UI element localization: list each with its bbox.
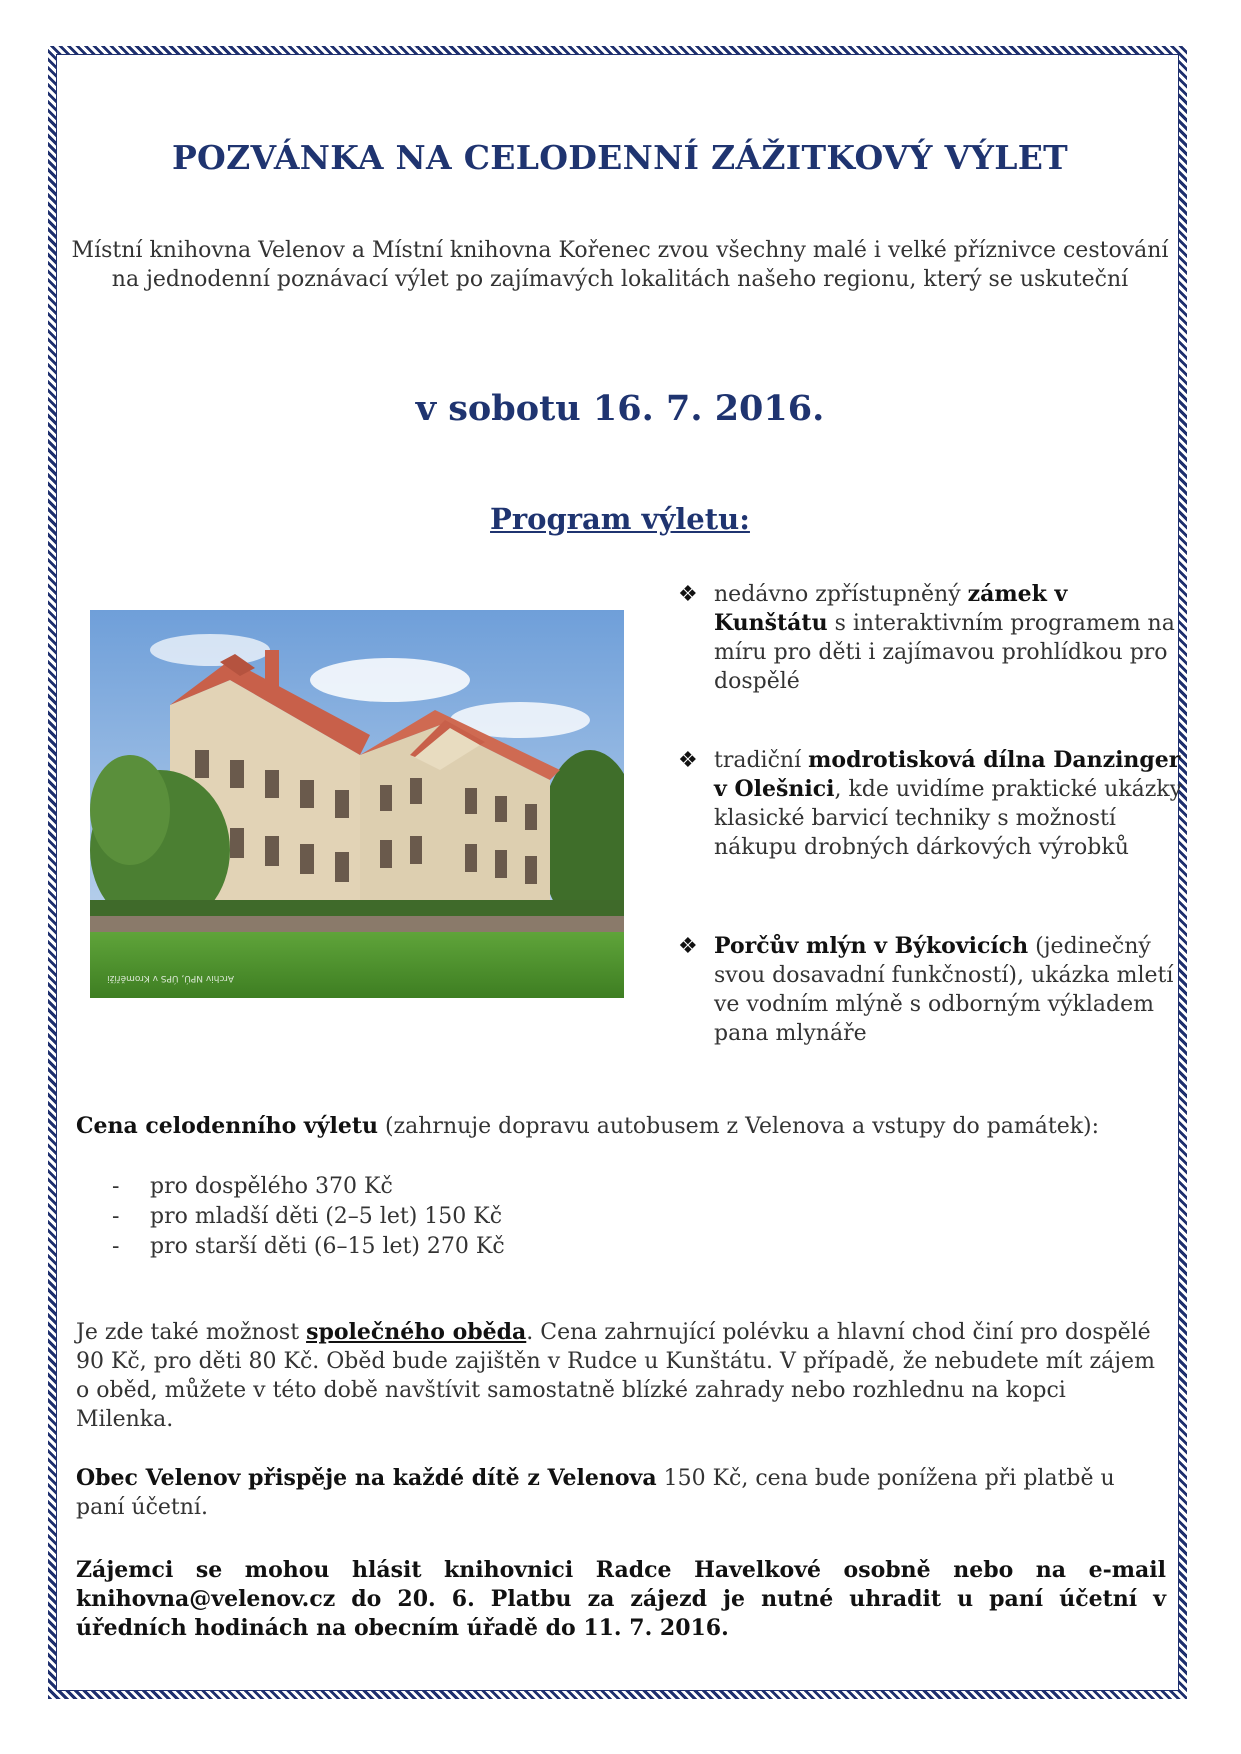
invitation-title: POZVÁNKA NA CELODENNÍ ZÁŽITKOVÝ VÝLET xyxy=(171,138,1069,177)
price-item: - pro starší děti (6–15 let) 270 Kč xyxy=(112,1232,505,1262)
program-heading: Program výletu: xyxy=(490,502,750,536)
castle-photo xyxy=(90,610,624,998)
price-list xyxy=(112,1172,505,1262)
photo-credit: Archiv NPÚ, ÚPS v Kroměříži xyxy=(107,973,234,983)
event-date: v sobotu 16. 7. 2016. xyxy=(415,388,825,429)
diamond-bullet-icon: ❖ xyxy=(678,582,698,607)
lunch-paragraph: Je zde také možnost společného oběda. Cena zahrnující polévku a hlavní chod činí pro dospělé 90 Kč, pro děti 80 Kč. Oběd bude zajištěn v Rudce u Kunštátu. V případě, že nebudete mít zájem o oběd, můžete v této době navštívit samostatně blízké zahrady nebo rozhlednu na kopci Milenka. xyxy=(76,1319,1155,1432)
intro-paragraph: Místní knihovna Velenov a Místní knihovna Kořenec zvou všechny malé i velké příznivce cestování na jednodenní poznávací výlet po zajímavých lokalitách našeho regionu, který se uskuteční xyxy=(71,238,1169,292)
diamond-bullet-icon: ❖ xyxy=(678,748,698,773)
contact-paragraph: Zájemci se mohou hlásit knihovnici Radce Havelkové osobně nebo na e-mail knihovna@velenov.cz do 20. 6. Platbu za zájezd je nutné uhradit u paní účetní v úředních hodinách na obecním úřadě do 11. 7. 2016. xyxy=(76,1557,1166,1641)
price-item: - pro dospělého 370 Kč xyxy=(112,1172,505,1202)
program-item: ❖ Porčův mlýn v Býkovicích (jedinečný svou dosavadní funkčností), ukázka mletí ve vodním mlýně s odborným výkladem pana mlynáře xyxy=(678,933,1174,1046)
program-item: ❖ tradiční modrotisková dílna Danzinger v Olešnici, kde uvidíme praktické ukázky klasické barvicí techniky s možností nákupu drobných dárkových výrobků xyxy=(678,747,1183,860)
diamond-bullet-icon: ❖ xyxy=(678,934,698,959)
price-paragraph: Cena celodenního výletu (zahrnuje dopravu autobusem z Velenova a vstupy do památek): xyxy=(76,1113,1100,1139)
program-item: ❖ nedávno zpřístupněný zámek v Kunštátu s interaktivním programem na míru pro děti i zajímavou prohlídkou pro dospělé xyxy=(678,581,1175,694)
price-item: - pro mladší děti (2–5 let) 150 Kč xyxy=(112,1202,505,1232)
contribution-paragraph: Obec Velenov přispěje na každé dítě z Velenova 150 Kč, cena bude ponížena při platbě u paní účetní. xyxy=(76,1465,1115,1520)
